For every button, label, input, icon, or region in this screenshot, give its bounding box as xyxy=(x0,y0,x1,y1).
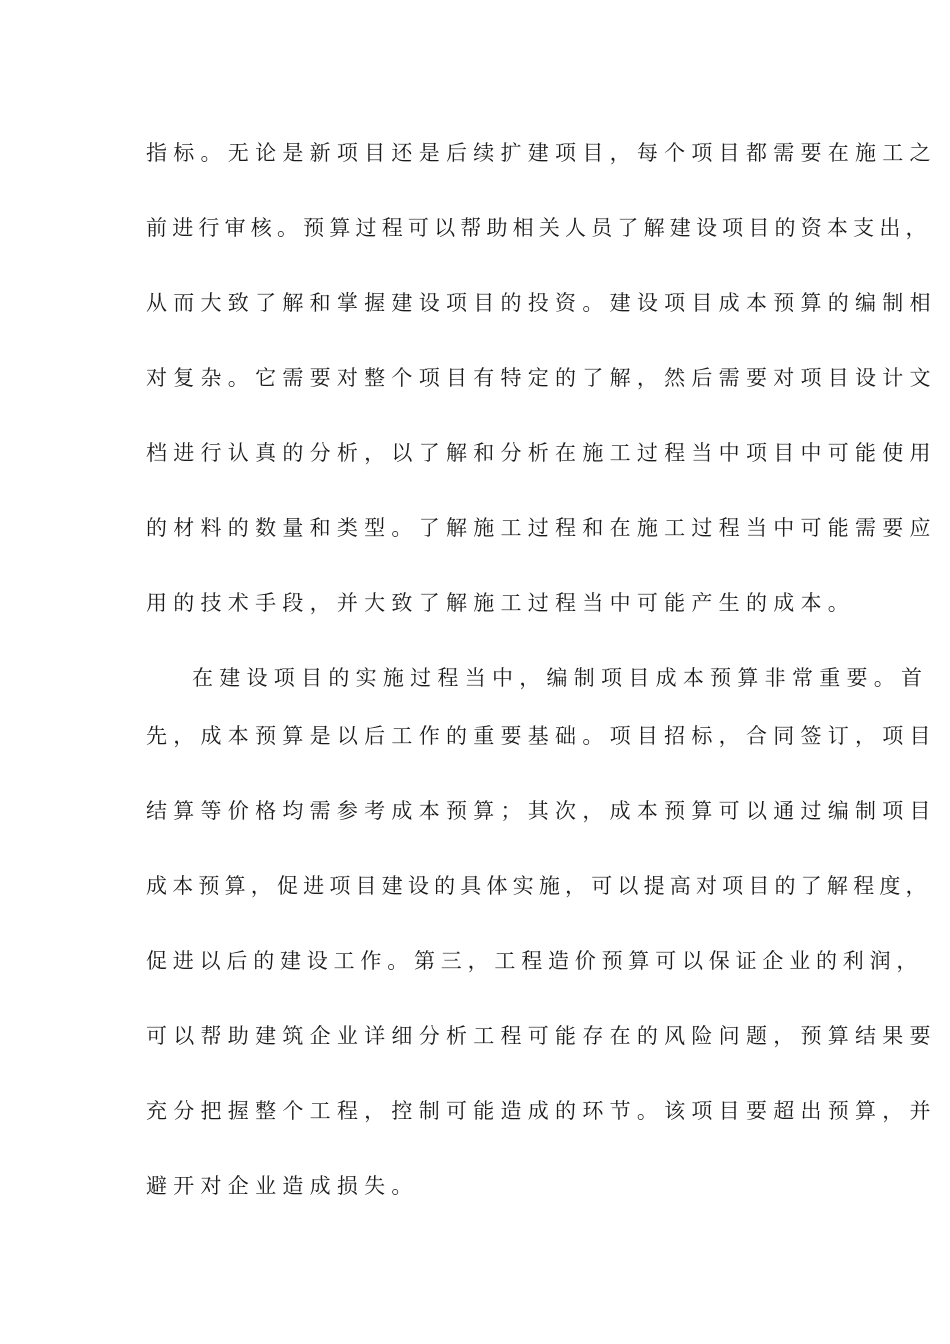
text-line-content: 前进行审核。预算过程可以帮助相关人员了解建设项目的资本支出， xyxy=(146,216,932,240)
text-line-content: 档进行认真的分析，以了解和分析在施工过程当中项目中可能使用 xyxy=(146,441,937,465)
text-line-content: 避开对企业造成损失。 xyxy=(146,1174,419,1198)
text-line-content: 在建设项目的实施过程当中，编制项目成本预算非常重要。首 xyxy=(192,666,929,690)
text-line-content: 指标。无论是新项目还是后续扩建项目，每个项目都需要在施工之 xyxy=(146,141,937,165)
text-line xyxy=(0,433,950,473)
text-line-content: 用的技术手段，并大致了解施工过程当中可能产生的成本。 xyxy=(146,591,856,615)
text-line-content: 对复杂。它需要对整个项目有特定的了解，然后需要对项目设计文 xyxy=(146,366,937,390)
text-line xyxy=(0,358,950,398)
text-line xyxy=(0,791,950,831)
text-line-content: 可以帮助建筑企业详细分析工程可能存在的风险问题，预算结果要 xyxy=(146,1024,937,1048)
text-line-content: 充分把握整个工程，控制可能造成的环节。该项目要超出预算，并 xyxy=(146,1099,937,1123)
text-line xyxy=(0,716,950,756)
text-line xyxy=(0,133,950,173)
text-line xyxy=(0,658,950,698)
text-line xyxy=(0,508,950,548)
text-line xyxy=(0,941,950,981)
text-line xyxy=(0,1091,950,1131)
text-line xyxy=(0,208,950,248)
text-line xyxy=(0,583,950,623)
text-line xyxy=(0,1166,950,1206)
text-line xyxy=(0,283,950,323)
text-line xyxy=(0,1016,950,1056)
text-line-content: 从而大致了解和掌握建设项目的投资。建设项目成本预算的编制相 xyxy=(146,291,937,315)
text-line-content: 成本预算，促进项目建设的具体实施，可以提高对项目的了解程度， xyxy=(146,874,932,898)
text-line-content: 先，成本预算是以后工作的重要基础。项目招标，合同签订，项目 xyxy=(146,724,937,748)
text-line-content: 促进以后的建设工作。第三，工程造价预算可以保证企业的利润， xyxy=(146,949,924,973)
text-line-content: 的材料的数量和类型。了解施工过程和在施工过程当中可能需要应 xyxy=(146,516,937,540)
text-line xyxy=(0,866,950,906)
text-line-content: 结算等价格均需参考成本预算；其次，成本预算可以通过编制项目 xyxy=(146,799,937,823)
